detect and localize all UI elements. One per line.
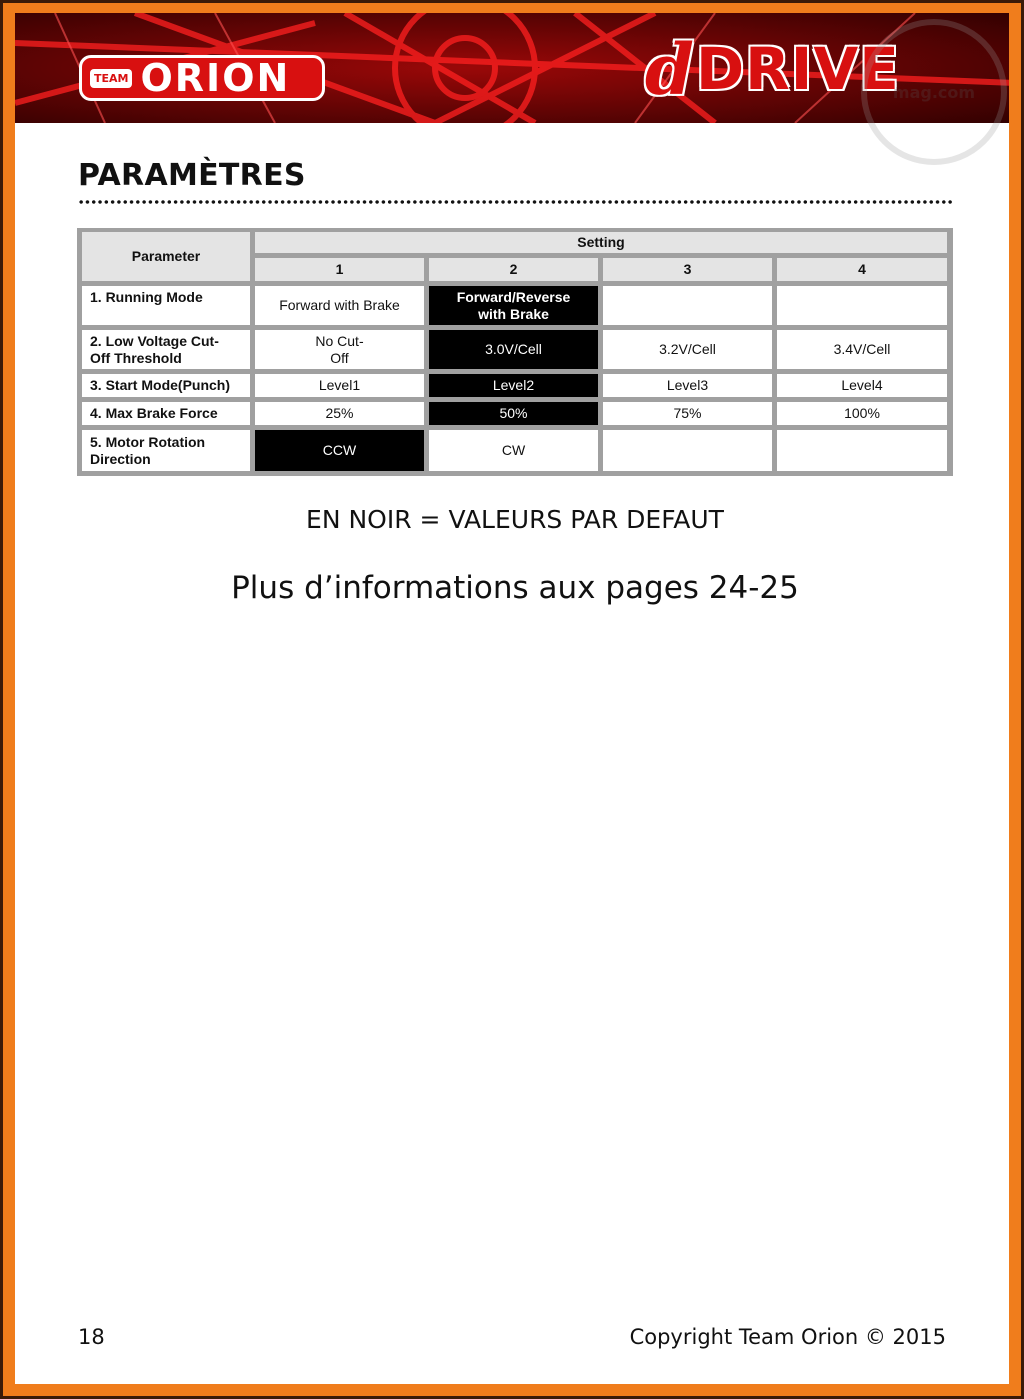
row-label-motor-rotation: 5. Motor Rotation Direction <box>82 430 250 471</box>
page-number: 18 <box>78 1325 105 1349</box>
table-cell-default: 50% <box>429 402 598 425</box>
dotted-divider <box>78 199 952 205</box>
watermark-stamp <box>861 19 1007 165</box>
table-cell: Level1 <box>255 374 424 397</box>
column-header: 4 <box>777 258 947 281</box>
orion-logo-text: ORION <box>140 56 291 100</box>
row-label-max-brake-force: 4. Max Brake Force <box>82 402 250 425</box>
table-cell <box>603 430 772 471</box>
more-info-text: Plus d’informations aux pages 24-25 <box>231 570 799 606</box>
setting-header: Setting <box>255 232 947 253</box>
table-cell-default: Level2 <box>429 374 598 397</box>
table-cell: Level3 <box>603 374 772 397</box>
column-header: 1 <box>255 258 424 281</box>
table-cell <box>603 286 772 325</box>
table-cell: 100% <box>777 402 947 425</box>
orange-border <box>3 3 1021 1396</box>
column-header: 2 <box>429 258 598 281</box>
table-cell: Level4 <box>777 374 947 397</box>
table-cell: No Cut-Off <box>255 330 424 369</box>
table-cell <box>777 286 947 325</box>
column-header: 3 <box>603 258 772 281</box>
ddrive-logo-d: d <box>645 27 694 111</box>
row-label-running-mode: 1. Running Mode <box>82 286 250 325</box>
ddrive-logo-text: DRIVE <box>695 35 900 103</box>
table-cell-default: CCW <box>255 430 424 471</box>
table-cell <box>777 430 947 471</box>
table-cell: 3.4V/Cell <box>777 330 947 369</box>
row-label-start-mode: 3. Start Mode(Punch) <box>82 374 250 397</box>
table-cell: 25% <box>255 402 424 425</box>
parameter-table <box>77 228 953 476</box>
table-cell-default: Forward/Reverse with Brake <box>429 286 598 325</box>
page-title: PARAMÈTRES <box>78 158 306 193</box>
table-cell: Forward with Brake <box>255 286 424 325</box>
table-cell: 75% <box>603 402 772 425</box>
page <box>15 13 1009 1384</box>
parameter-header: Parameter <box>82 232 250 281</box>
table-cell: CW <box>429 430 598 471</box>
table-cell-default: 3.0V/Cell <box>429 330 598 369</box>
default-values-note: EN NOIR = VALEURS PAR DEFAUT <box>306 505 724 534</box>
orion-logo <box>79 55 325 101</box>
copyright-text: Copyright Team Orion © 2015 <box>629 1325 946 1349</box>
table-cell: 3.2V/Cell <box>603 330 772 369</box>
header-banner <box>15 13 1009 123</box>
orion-logo-team: TEAM <box>90 69 132 88</box>
row-label-low-voltage: 2. Low Voltage Cut-Off Threshold <box>82 330 250 369</box>
watermark-text: mag.com <box>892 82 976 102</box>
